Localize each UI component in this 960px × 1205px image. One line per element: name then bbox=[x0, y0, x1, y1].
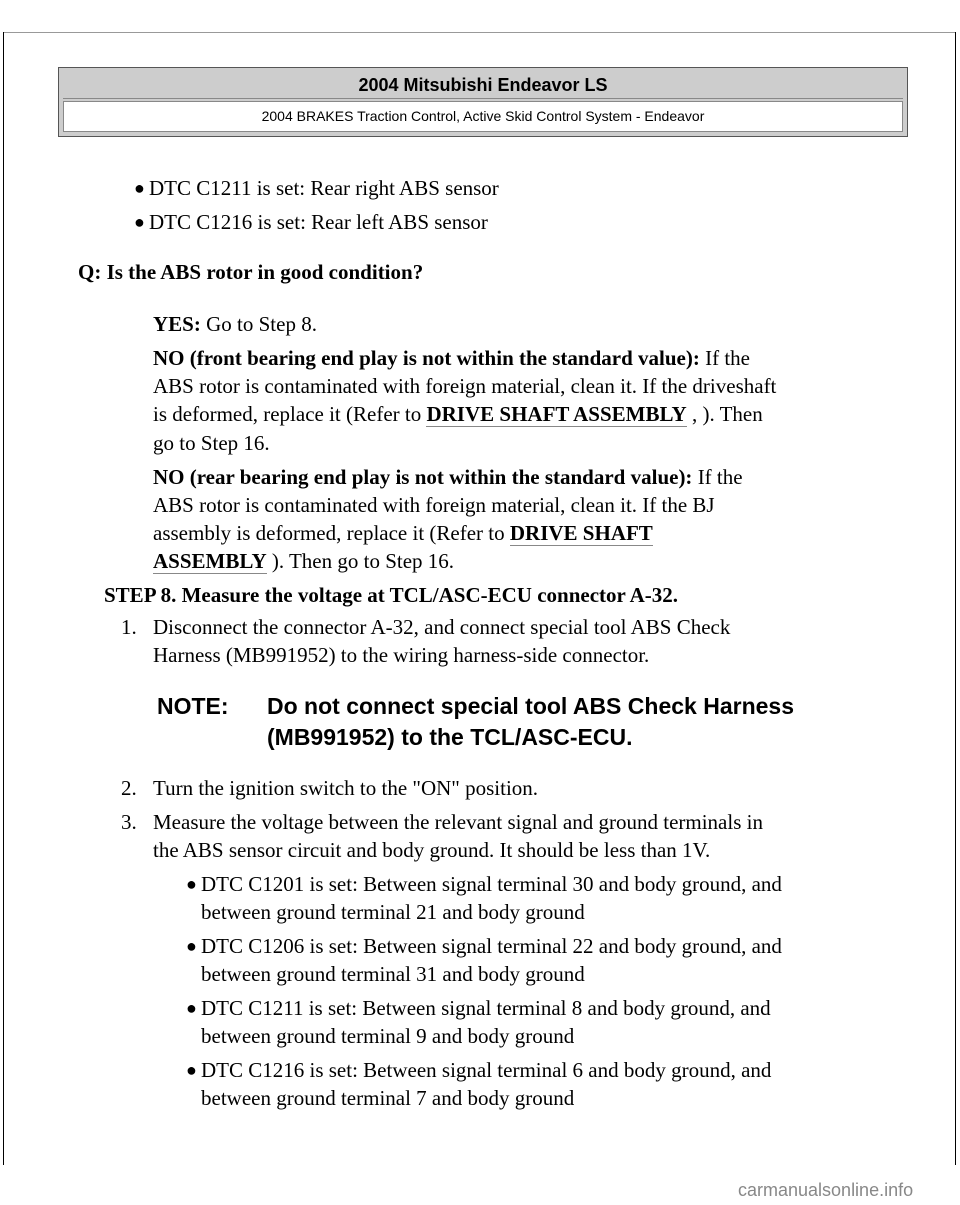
answer-no-front-line2: ABS rotor is contaminated with foreign material, clean it. If the driveshaft bbox=[153, 374, 777, 398]
drive-shaft-assembly-link[interactable]: DRIVE SHAFT ASSEMBLY bbox=[426, 402, 687, 426]
answer-no-front-line3: is deformed, replace it (Refer to DRIVE SHAFT ASSEMBLY , ). Then bbox=[153, 402, 763, 426]
step-title: STEP 8. Measure the voltage at TCL/ASC-ECU connector A-32. bbox=[104, 583, 678, 607]
list-item: DTC C1211 is set: Between signal terminal 8 and body ground, and bbox=[201, 996, 771, 1020]
step-item1-line2: Harness (MB991952) to the wiring harness-side connector. bbox=[153, 643, 650, 667]
bullet-icon: ● bbox=[186, 998, 197, 1018]
list-item: DTC C1216 is set: Rear left ABS sensor bbox=[149, 210, 488, 234]
question-heading: Q: Is the ABS rotor in good condition? bbox=[78, 260, 424, 284]
header-subtitle: 2004 BRAKES Traction Control, Active Skid Control System - Endeavor bbox=[63, 101, 903, 132]
bullet-icon: ● bbox=[134, 178, 145, 198]
list-item-cont: between ground terminal 21 and body ground bbox=[201, 900, 585, 924]
list-item-cont: between ground terminal 31 and body ground bbox=[201, 962, 585, 986]
watermark: carmanualsonline.info bbox=[738, 1180, 914, 1200]
answer-yes-label: YES: bbox=[153, 312, 201, 336]
answer-no-rear-line2: ABS rotor is contaminated with foreign material, clean it. If the BJ bbox=[153, 493, 715, 517]
answer-no-rear-line3: assembly is deformed, replace it (Refer to DRIVE SHAFT bbox=[153, 521, 653, 545]
note-text-line1: Do not connect special tool ABS Check Harness bbox=[267, 693, 794, 719]
bullet-icon: ● bbox=[134, 212, 145, 232]
answer-yes-text: Go to Step 8. bbox=[206, 312, 317, 336]
step-item3-line1: Measure the voltage between the relevant signal and ground terminals in bbox=[153, 810, 763, 834]
step-item1-line1: Disconnect the connector A-32, and connect special tool ABS Check bbox=[153, 615, 731, 639]
list-item: DTC C1201 is set: Between signal terminal 30 and body ground, and bbox=[201, 872, 782, 896]
list-item-cont: between ground terminal 9 and body ground bbox=[201, 1024, 575, 1048]
bullet-icon: ● bbox=[186, 936, 197, 956]
bullet-icon: ● bbox=[186, 1060, 197, 1080]
answer-no-rear-label: NO (rear bearing end play is not within the standard value): bbox=[153, 465, 693, 489]
note-text-line2: (MB991952) to the TCL/ASC-ECU. bbox=[267, 724, 633, 750]
step-item3-line2: the ABS sensor circuit and body ground. It should be less than 1V. bbox=[153, 838, 711, 862]
step-item-number: 2. bbox=[121, 776, 137, 800]
drive-shaft-link-part2[interactable]: ASSEMBLY bbox=[153, 549, 267, 573]
answer-no-rear-line1: NO (rear bearing end play is not within the standard value): If the bbox=[153, 465, 743, 489]
document-header bbox=[58, 67, 908, 137]
page-frame-right bbox=[955, 32, 956, 1165]
step-item-number: 1. bbox=[121, 615, 137, 639]
page-frame-left bbox=[3, 32, 4, 1165]
answer-no-front-line1: NO (front bearing end play is not within the standard value): If the bbox=[153, 346, 750, 370]
step-item-number: 3. bbox=[121, 810, 137, 834]
answer-yes bbox=[153, 308, 317, 340]
note-label: NOTE: bbox=[157, 693, 229, 719]
header-title: 2004 Mitsubishi Endeavor LS bbox=[63, 72, 903, 99]
answer-no-rear-line4: ASSEMBLY ). Then go to Step 16. bbox=[153, 549, 455, 573]
drive-shaft-link-part1[interactable]: DRIVE SHAFT bbox=[509, 521, 653, 545]
list-item: DTC C1206 is set: Between signal terminal 22 and body ground, and bbox=[201, 934, 782, 958]
list-item-cont: between ground terminal 7 and body ground bbox=[201, 1086, 575, 1110]
page-frame-top bbox=[3, 32, 956, 33]
answer-no-front-line4: go to Step 16. bbox=[153, 431, 270, 455]
list-item: DTC C1216 is set: Between signal terminal 6 and body ground, and bbox=[201, 1058, 772, 1082]
list-item: DTC C1211 is set: Rear right ABS sensor bbox=[149, 176, 499, 200]
bullet-icon: ● bbox=[186, 874, 197, 894]
answer-no-front-label: NO (front bearing end play is not within the standard value): bbox=[153, 346, 700, 370]
step-item2-text: Turn the ignition switch to the "ON" position. bbox=[153, 776, 539, 800]
